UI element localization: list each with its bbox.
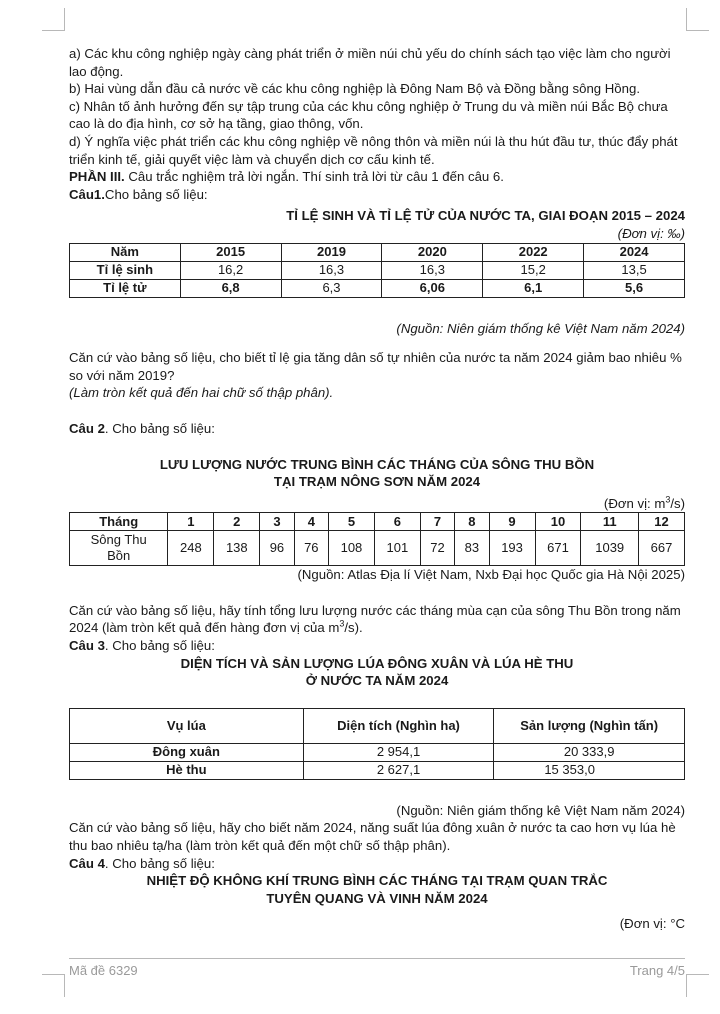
- crop-mark-bottom-left: [42, 974, 65, 997]
- q4-lead: . Cho bảng số liệu:: [104, 855, 215, 871]
- statement-d: d) Ý nghĩa việc phát triển các khu công nghiệp về nông thôn và miền núi là thu hút đầu tư, thúc đẩy phát triển kinh tế, giải quyết việc làm và chuyển dịch cơ cấu kinh tế.: [69, 133, 678, 167]
- q3-source: (Nguồn: Niên giám thống kê Việt Nam năm 2024): [396, 802, 685, 818]
- q4-unit: (Đơn vị: °C: [619, 916, 685, 932]
- q2-unit-sup: 3: [665, 494, 671, 505]
- table-header-cell: Diện tích (Nghìn ha): [303, 708, 494, 743]
- q1-heading: [69, 186, 685, 204]
- q3-title-line-1: DIỆN TÍCH VÀ SẢN LƯỢNG LÚA ĐÔNG XUÂN VÀ LÚA HÈ THU: [180, 655, 574, 671]
- table-cell: 72: [420, 531, 454, 566]
- q4-title-line-2: TUYÊN QUANG VÀ VINH NĂM 2024: [266, 890, 488, 906]
- table-header-cell: 6: [374, 513, 420, 531]
- table-cell: 96: [260, 531, 294, 566]
- row-label: Tỉ lệ tử: [70, 279, 181, 297]
- q2-table: [69, 512, 685, 566]
- table-cell: 671: [535, 531, 581, 566]
- q2-unit-suffix: /s): [670, 495, 685, 511]
- q3-question: Căn cứ vào bảng số liệu, hãy cho biết năm 2024, năng suất lúa đông xuân ở nước ta cao hơn vụ lúa hè thu bao nhiêu tạ/ha (làm tròn kết quả đến một chữ số thập phân).: [69, 820, 676, 854]
- table-header-cell: 2020: [382, 243, 483, 261]
- table-row: [70, 761, 685, 779]
- table-header-cell: 12: [638, 513, 684, 531]
- table-header-cell: 3: [260, 513, 294, 531]
- table-cell: 15,2: [483, 261, 584, 279]
- table-cell: 2 954,1: [303, 743, 494, 761]
- q2-source: (Nguồn: Atlas Địa lí Việt Nam, Nxb Đại học Quốc gia Hà Nội 2025): [297, 567, 685, 583]
- table-cell: 101: [374, 531, 420, 566]
- table-header-cell: 8: [455, 513, 489, 531]
- q2-label: Câu 2: [69, 420, 105, 436]
- q2-unit-prefix: (Đơn vị: m: [603, 495, 666, 511]
- table-cell: 20 333,9: [494, 743, 685, 761]
- table-cell: 83: [455, 531, 489, 566]
- table-cell: 138: [214, 531, 260, 566]
- row-label: Đông xuân: [70, 743, 304, 761]
- row-label: Hè thu: [70, 761, 304, 779]
- table-cell: 76: [294, 531, 328, 566]
- part-3-label: PHẦN III.: [69, 169, 125, 185]
- table-row: [70, 279, 685, 297]
- row-label: [70, 531, 168, 566]
- table-header-row: [70, 513, 685, 531]
- table-cell: 15 353,0: [494, 761, 685, 779]
- q2-question-prefix: Căn cứ vào bảng số liệu, hãy tính tổng lưu lượng nước các tháng mùa cạn của sông Thu Bồn trong năm 2024 (làm tròn kết quả đến hàng đơn vị của m: [69, 602, 681, 636]
- q2-question: [69, 602, 685, 637]
- table-header-cell: 2015: [180, 243, 281, 261]
- table-cell: 1039: [581, 531, 639, 566]
- q2-question-sup: 3: [339, 619, 345, 630]
- statement-c: c) Nhân tố ảnh hưởng đến sự tập trung của các khu công nghiệp ở Trung du và miền núi Bắc Bộ chưa cao là do địa hình, cơ sở hạ tầng, giao thông, vốn.: [69, 98, 668, 132]
- table-cell: 6,8: [180, 279, 281, 297]
- table-row: [70, 531, 685, 566]
- q1-unit: (Đơn vị: ‰): [617, 225, 685, 241]
- q4-heading: [69, 855, 685, 873]
- table-header-row: [70, 708, 685, 743]
- q1-label: Câu1.: [69, 186, 105, 202]
- q1-table-title: TỈ LỆ SINH VÀ TỈ LỆ TỬ CỦA NƯỚC TA, GIAI ĐOẠN 2015 – 2024: [286, 208, 685, 224]
- table-header-cell: Vụ lúa: [70, 708, 304, 743]
- q1-source: (Nguồn: Niên giám thống kê Việt Nam năm 2024): [396, 320, 685, 336]
- q1-question: Căn cứ vào bảng số liệu, cho biết tỉ lệ gia tăng dân số tự nhiên của nước ta năm 2024 giảm bao nhiêu % so với năm 2019?: [69, 350, 682, 383]
- table-cell: 6,3: [281, 279, 382, 297]
- page-number: Trang 4/5: [629, 963, 685, 978]
- table-header-cell: 2: [214, 513, 260, 531]
- part-3-text: Câu trắc nghiệm trả lời ngắn. Thí sinh trả lời từ câu 1 đến câu 6.: [128, 169, 504, 185]
- row-label-line-2: Bồn: [107, 548, 131, 564]
- table-header-cell: Năm: [70, 243, 181, 261]
- q3-lead: . Cho bảng số liệu:: [104, 638, 215, 654]
- table-header-cell: 2024: [584, 243, 685, 261]
- table-cell: 2 627,1: [303, 761, 494, 779]
- table-cell: 6,1: [483, 279, 584, 297]
- table-header-cell: Sản lượng (Nghìn tấn): [494, 708, 685, 743]
- table-cell: 13,5: [584, 261, 685, 279]
- q3-title-line-2: Ở NƯỚC TA NĂM 2024: [305, 673, 449, 689]
- table-header-cell: 2022: [483, 243, 584, 261]
- crop-mark-bottom-right: [686, 974, 709, 997]
- q1-note: (Làm tròn kết quả đến hai chữ số thập phân).: [69, 385, 334, 401]
- table-header-cell: 1: [168, 513, 214, 531]
- row-label-line-1: Sông Thu: [90, 532, 147, 548]
- q4-title-line-1: NHIỆT ĐỘ KHÔNG KHÍ TRUNG BÌNH CÁC THÁNG TẠI TRẠM QUAN TRẮC: [146, 873, 608, 889]
- table-header-cell: 10: [535, 513, 581, 531]
- q2-unit: [69, 495, 685, 513]
- table-cell: 16,2: [180, 261, 281, 279]
- table-cell: 667: [638, 531, 684, 566]
- table-cell: 193: [489, 531, 535, 566]
- table-header-cell: 4: [294, 513, 328, 531]
- statement-b: b) Hai vùng dẫn đầu cả nước về các khu công nghiệp là Đông Nam Bộ và Đồng bằng sông Hồng.: [69, 81, 640, 97]
- q2-question-suffix: /s).: [344, 620, 363, 636]
- part-3-heading: [69, 168, 685, 186]
- table-header-cell: 9: [489, 513, 535, 531]
- q1-table: [69, 243, 685, 298]
- page-footer: [69, 958, 685, 978]
- crop-mark-top-left: [42, 8, 65, 31]
- table-header-row: [70, 243, 685, 261]
- q1-lead: Cho bảng số liệu:: [104, 186, 208, 202]
- exam-code: Mã đề 6329: [69, 963, 138, 978]
- table-header-cell: 5: [328, 513, 374, 531]
- table-cell: 248: [168, 531, 214, 566]
- table-row: [70, 261, 685, 279]
- table-cell: 16,3: [281, 261, 382, 279]
- table-cell: 108: [328, 531, 374, 566]
- table-header-cell: 7: [420, 513, 454, 531]
- table-cell: 16,3: [382, 261, 483, 279]
- q2-title-line-2: TẠI TRẠM NÔNG SƠN NĂM 2024: [273, 474, 481, 490]
- table-header-cell: 11: [581, 513, 639, 531]
- table-cell: 5,6: [584, 279, 685, 297]
- row-label: Tỉ lệ sinh: [70, 261, 181, 279]
- page-content: [69, 45, 685, 933]
- table-header-cell: 2019: [281, 243, 382, 261]
- q2-title-line-1: LƯU LƯỢNG NƯỚC TRUNG BÌNH CÁC THÁNG CỦA SÔNG THU BỒN: [159, 456, 595, 472]
- q3-label: Câu 3: [69, 638, 105, 654]
- q4-label: Câu 4: [69, 855, 105, 871]
- crop-mark-top-right: [686, 8, 709, 31]
- statement-a: a) Các khu công nghiệp ngày càng phát triển ở miền núi chủ yếu do chính sách tạo việc làm cho người lao động.: [69, 46, 671, 79]
- q2-heading: [69, 420, 685, 438]
- q3-heading: [69, 637, 685, 655]
- q2-lead: . Cho bảng số liệu:: [104, 420, 215, 436]
- table-header-cell: Tháng: [70, 513, 168, 531]
- table-cell: 6,06: [382, 279, 483, 297]
- table-row: [70, 743, 685, 761]
- q3-table: [69, 708, 685, 780]
